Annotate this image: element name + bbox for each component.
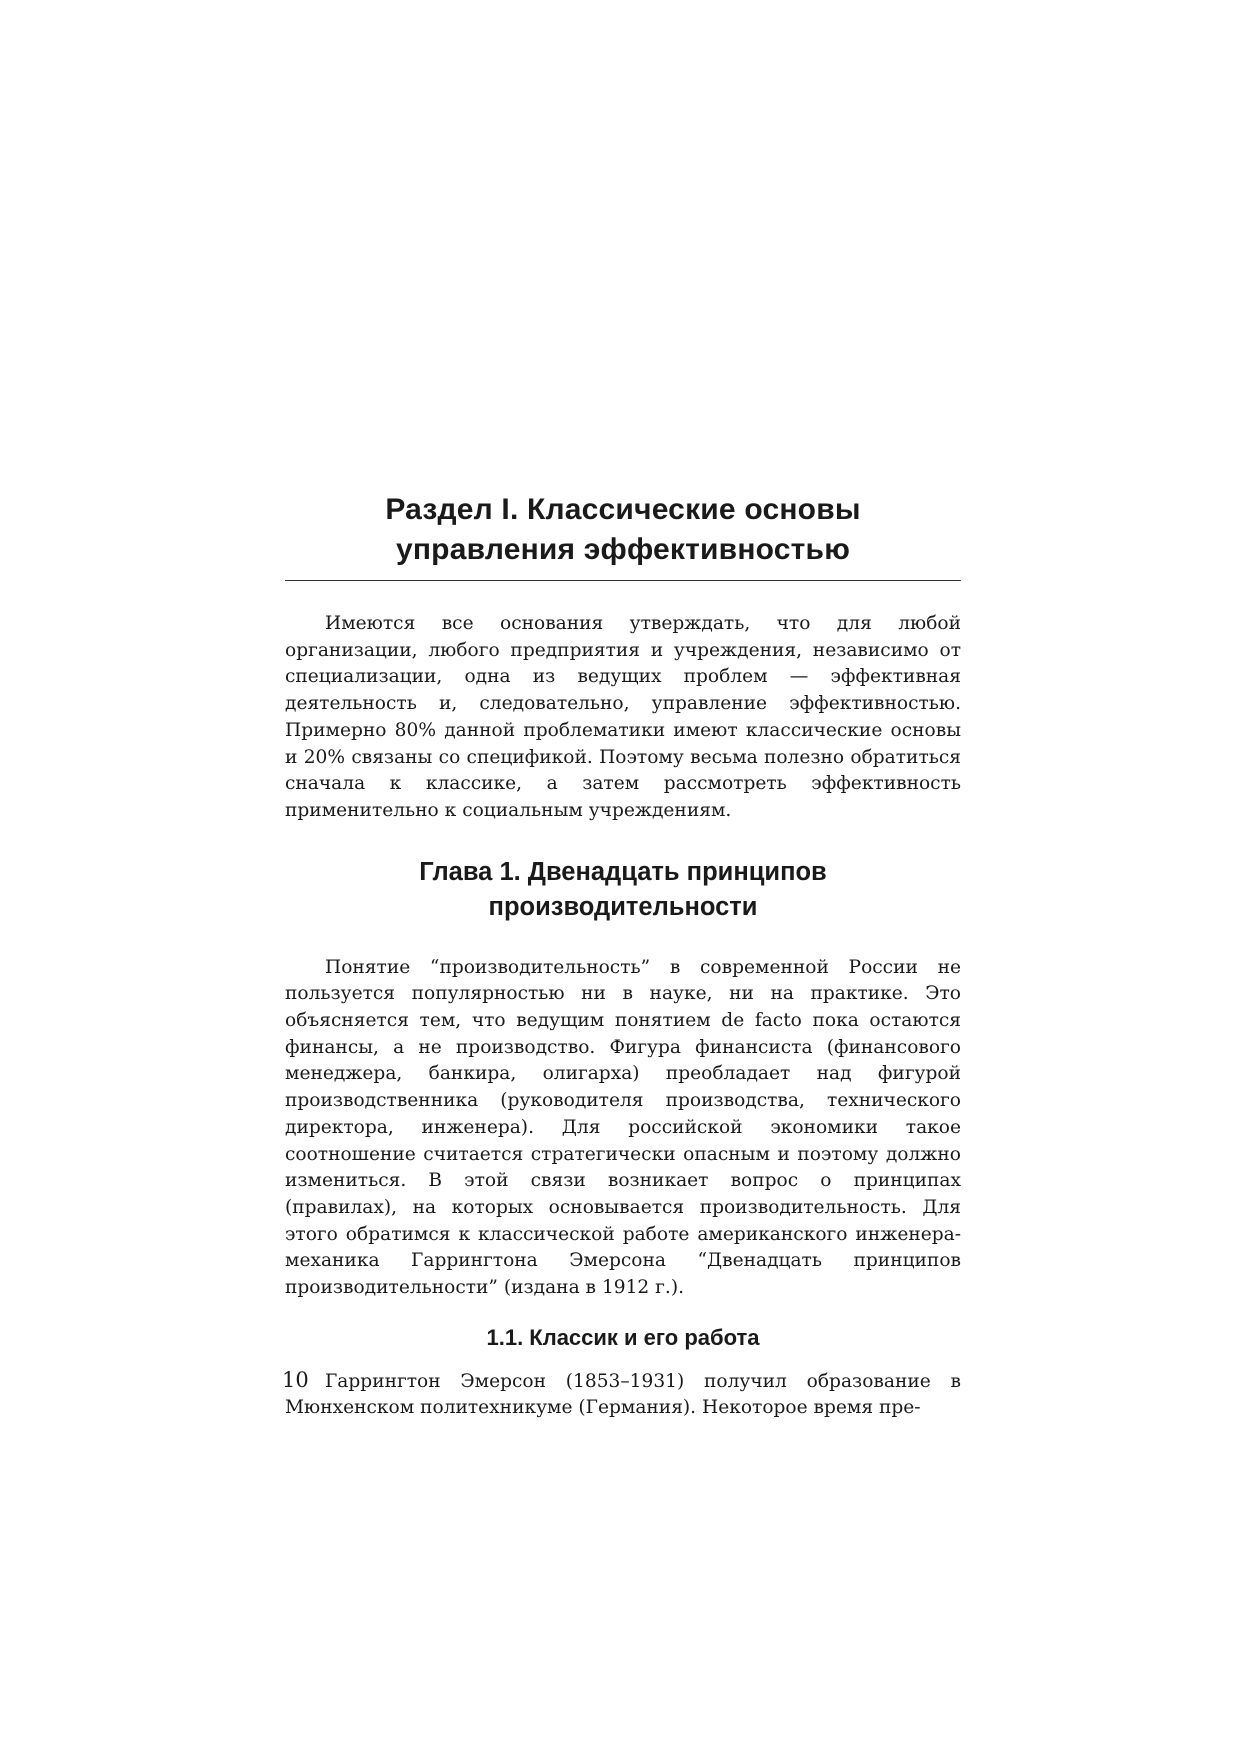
chapter-paragraph: Понятие “производительность” в современной России не пользуется популярностью ни в науке, ни на практике. Это объясняется тем, что ведущим понятием de facto пока остаются финансы, а не производство. Фигура финансиста (финансового менеджера, банкира, олигарха) преобладает над фигурой производственника (руководителя производства, технического директора, инженера). Для российской экономики такое соотношение считается стратегически опасным и поэтому должно измениться. В этой связи возникает вопрос о принципах (правилах), на которых основывается производительность. Для этого обратимся к классической работе американского инженера-механика Гаррингтона Эмерсона “Двенадцать принципов производительности” (издана в 1912 г.).: [285, 956, 961, 1299]
section-title-line1: Раздел I. Классические основы: [385, 493, 861, 526]
page-content: [285, 490, 961, 1422]
subsection-title: 1.1. Классик и его работа: [486, 1324, 760, 1350]
section-title: [285, 490, 961, 570]
section-title-line2: управления эффективностью: [395, 533, 851, 566]
chapter-title-line2: производительности: [488, 892, 758, 921]
intro-paragraph: Имеются все основания утверждать, что для любой организации, любого предприятия и учреждения, независимо от специализации, одна из ведущих проблем — эффективная деятельность и, следовательно, управление эффективностью. Примерно 80% данной проблематики имеют классические основы и 20% связаны со спецификой. Поэтому весьма полезно обратиться сначала к классике, а затем рассмотреть эффективность применительно к социальным учреждениям.: [285, 613, 961, 821]
chapter-title: [285, 855, 961, 925]
chapter-title-line1: Глава 1. Двенадцать принципов: [419, 857, 827, 886]
section-divider: [285, 580, 961, 581]
subsection-paragraph: Гаррингтон Эмерсон (1853–1931) получил образование в Мюнхенском политехникуме (Германия). Некоторое время пре-: [285, 1370, 961, 1419]
page-number: 10: [282, 1368, 309, 1392]
